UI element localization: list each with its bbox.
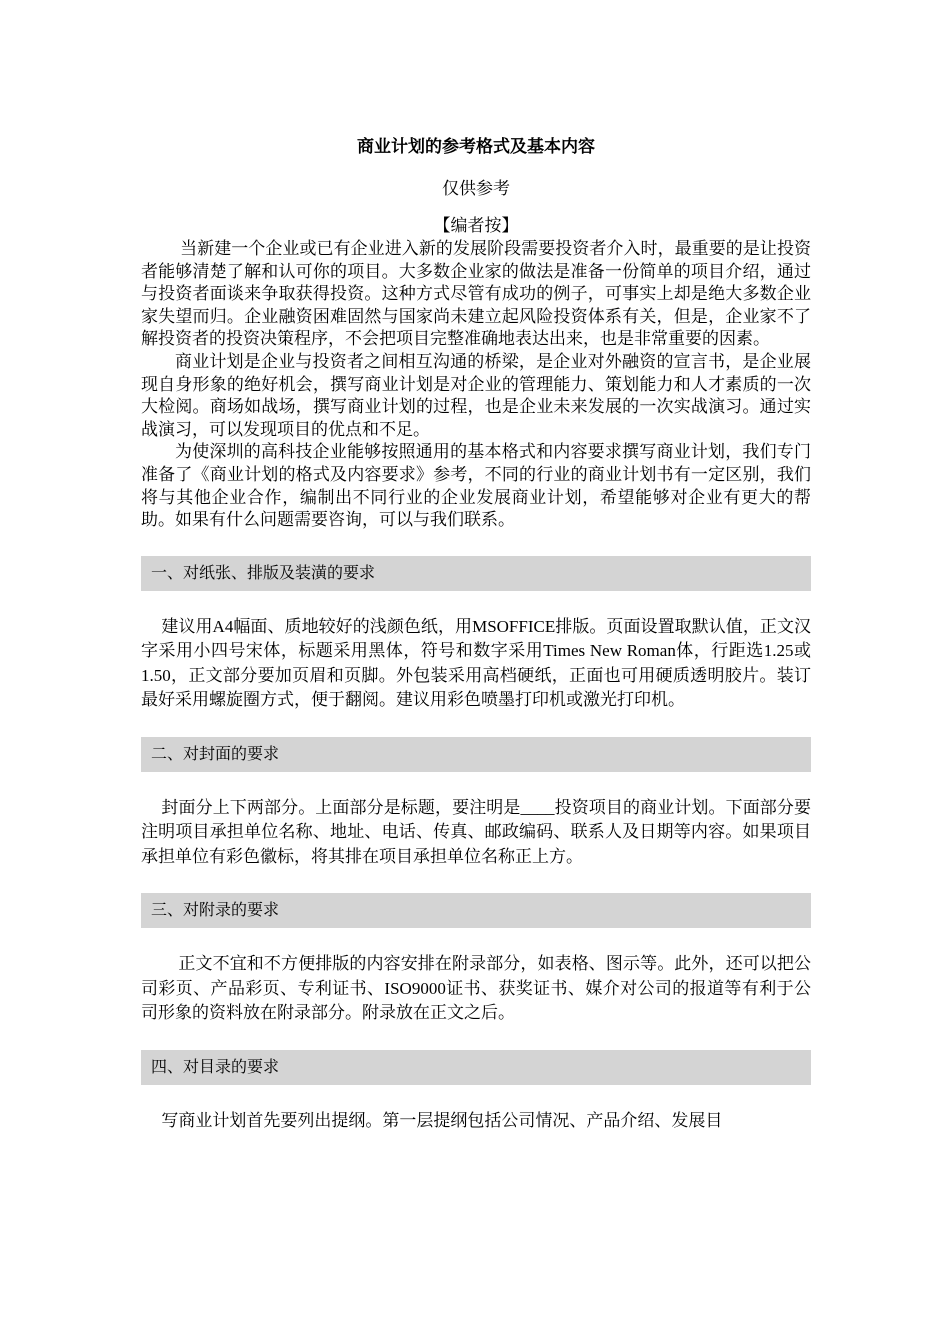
section-heading: 一、对纸张、排版及装潢的要求	[141, 556, 811, 591]
intro-paragraph: 商业计划是企业与投资者之间相互沟通的桥梁，是企业对外融资的宣言书，是企业展现自身形象的绝好机会，撰写商业计划是对企业的管理能力、策划能力和人才素质的一次大检阅。商场如战场，撰写商业计划的过程，也是企业未来发展的一次实战演习。通过实战演习，可以发现项目的优点和不足。	[141, 351, 811, 439]
document-subtitle: 仅供参考	[442, 179, 510, 198]
document-title: 商业计划的参考格式及基本内容	[357, 137, 595, 156]
section-heading: 四、对目录的要求	[141, 1050, 811, 1085]
section-heading: 二、对封面的要求	[141, 737, 811, 772]
intro-paragraph: 当新建一个企业或已有企业进入新的发展阶段需要投资者介入时，最重要的是让投资者能够清楚了解和认可你的项目。大多数企业家的做法是准备一份简单的项目介绍，通过与投资者面谈来争取获得投资。这种方式尽管有成功的例子，可事实上却是绝大多数企业家失望而归。企业融资困难固然与国家尚未建立起风险投资体系有关，但是，企业家不了解投资者的投资决策程序，不会把项目完整准确地表达出来，也是非常重要的因素。	[141, 239, 811, 349]
section-toc	[141, 1050, 811, 1134]
section-paragraph: 写商业计划首先要列出提纲。第一层提纲包括公司情况、产品介绍、发展目	[161, 1110, 723, 1130]
document-page	[141, 132, 811, 1133]
intro-section	[141, 238, 811, 532]
section-heading: 三、对附录的要求	[141, 893, 811, 928]
section-paper-layout	[141, 556, 811, 713]
editor-note-heading: 【编者按】	[433, 216, 519, 235]
section-paragraph: 正文不宜和不方便排版的内容安排在附录部分，如表格、图示等。此外，还可以把公司彩页、产品彩页、专利证书、ISO9000证书、获奖证书、媒介对公司的报道等有利于公司形象的资料放在附录部分。附录放在正文之后。	[141, 954, 811, 1023]
intro-paragraph: 为使深圳的高科技企业能够按照通用的基本格式和内容要求撰写商业计划，我们专门准备了《商业计划的格式及内容要求》参考，不同的行业的商业计划书有一定区别，我们将与其他企业合作，编制出不同行业的企业发展商业计划，希望能够对企业有更大的帮助。如果有什么问题需要咨询，可以与我们联系。	[141, 442, 811, 530]
section-appendix	[141, 893, 811, 1026]
section-paragraph: 封面分上下两部分。上面部分是标题，要注明是____投资项目的商业计划。下面部分要注明项目承担单位名称、地址、电话、传真、邮政编码、联系人及日期等内容。如果项目承担单位有彩色徽标，将其排在项目承担单位名称正上方。	[141, 797, 811, 866]
section-paragraph: 建议用A4幅面、质地较好的浅颜色纸，用MSOFFICE排版。页面设置取默认值，正文汉字采用小四号宋体，标题采用黑体，符号和数字采用Times New Roman体，行距选1.25或1.50，正文部分要加页眉和页脚。外包装采用高档硬纸，正面也可用硬质透明胶片。装订最好采用螺旋圈方式，便于翻阅。建议用彩色喷墨打印机或激光打印机。	[141, 616, 811, 710]
section-cover	[141, 737, 811, 870]
